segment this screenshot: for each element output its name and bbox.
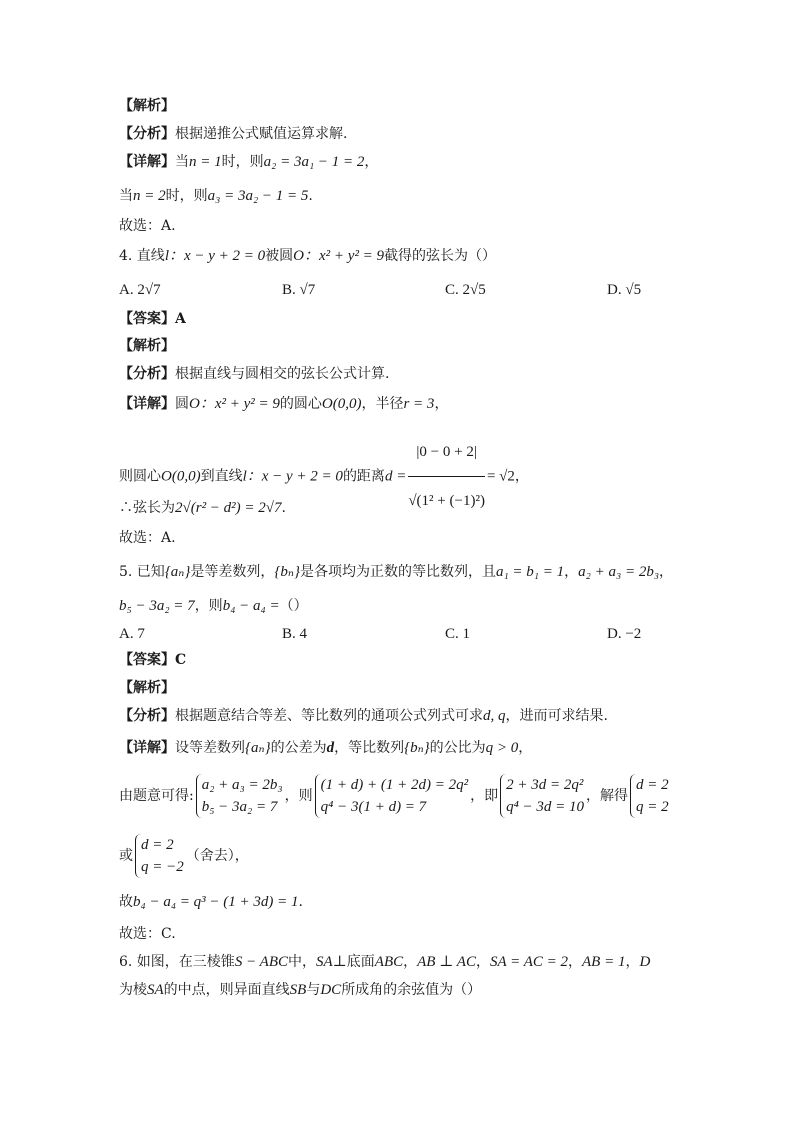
distance-fraction: $\frac{|0 - 0 + 2|}{\text{√(1² + (−1)²)}}$ <box>408 430 485 523</box>
q5-system-line: 由题意可得: a₂ + a₃ = 2b₃ b₅ − 3a₂ = 7 ，则 (1 + d) + (1 + 2d) = 2q² q⁴ − 3(1 + d) = 7 ，即 2 + 3d = 2q² q⁴ − 3d = 10 ，解得 d = 2 q = 2 <box>119 772 671 820</box>
q5-detail-1: 【详解】设等差数列{aₙ}的公差为d，等比数列{bₙ}的公比为q > 0， <box>119 740 533 756</box>
system-5: d = 2 q = −2 <box>135 834 184 878</box>
system-4: d = 2 q = 2 <box>630 774 669 818</box>
question-4-stem: 4. 直线l：x − y + 2 = 0被圆O：x² + y² = 9截得的弦长为（） <box>119 248 497 264</box>
q5-alt-solution: 或 d = 2 q = −2 （舍去）， <box>119 832 249 880</box>
q4-detail-1: 【详解】圆O：x² + y² = 9的圆心O(0,0)，半径r = 3， <box>119 396 449 412</box>
question-6-stem-2: 为棱SA的中点，则异面直线SB与DC所成角的余弦值为（） <box>119 982 482 998</box>
analysis-line: 【分析】根据递推公式赋值运算求解. <box>119 126 348 142</box>
q4-detail-distance: 则圆心O(0,0)到直线l：x − y + 2 = 0的距离d = $\frac{|0 - 0 + 2|}{\text{√(1² + (−1)²)}}$ = √2， <box>119 430 529 523</box>
q4-option-c: C. 2√5 <box>445 282 486 298</box>
question-6-stem-1: 6. 如图，在三棱锥S − ABC中，SA⊥底面ABC，AB ⊥ AC，SA = AC = 2，AB = 1，D <box>119 954 651 970</box>
system-1: a₂ + a₃ = 2b₃ b₅ − 3a₂ = 7 <box>196 774 283 818</box>
q4-answer: 【答案】A <box>119 311 186 327</box>
q4-analysis-heading: 【解析】 <box>119 338 175 354</box>
q5-option-c: C. 1 <box>445 626 471 642</box>
q5-select: 故选：C. <box>119 926 176 942</box>
q5-analysis-heading: 【解析】 <box>119 680 175 696</box>
q5-result: 故b₄ − a₄ = q³ − (1 + 3d) = 1. <box>119 894 303 910</box>
q4-option-b: B. √7 <box>282 282 316 298</box>
detail-line-1: 【详解】当n = 1时，则a₂ = 3a₁ − 1 = 2， <box>119 154 379 170</box>
q5-option-b: B. 4 <box>282 626 308 642</box>
question-5-stem-2: b₅ − 3a₂ = 7，则b₄ − a₄ =（） <box>119 598 308 614</box>
q4-option-d: D. √5 <box>607 282 642 298</box>
q4-option-a: A. 2√7 <box>119 282 161 298</box>
q5-option-a: A. 7 <box>119 626 145 642</box>
q5-analysis: 【分析】根据题意结合等差、等比数列的通项公式列式可求d, q，进而可求结果. <box>119 708 608 724</box>
q4-select: 故选：A. <box>119 530 176 546</box>
system-2: (1 + d) + (1 + 2d) = 2q² q⁴ − 3(1 + d) = 7 <box>315 774 468 818</box>
detail-line-2: 当n = 2时，则a₃ = 3a₂ − 1 = 5. <box>119 188 313 204</box>
answer-select-3: 故选：A. <box>119 218 176 234</box>
q5-option-d: D. −2 <box>607 626 642 642</box>
question-5-stem-1: 5. 已知{aₙ}是等差数列，{bₙ}是各项均为正数的等比数列，且a₁ = b₁ = 1，a₂ + a₃ = 2b₃， <box>119 564 674 580</box>
q4-chord: ∴弦长为2√(r² − d²) = 2√7. <box>119 500 286 516</box>
system-3: 2 + 3d = 2q² q⁴ − 3d = 10 <box>500 774 584 818</box>
q5-answer: 【答案】C <box>119 652 187 668</box>
section-heading-analysis: 【解析】 <box>119 98 175 114</box>
q4-analysis: 【分析】根据直线与圆相交的弦长公式计算. <box>119 366 390 382</box>
